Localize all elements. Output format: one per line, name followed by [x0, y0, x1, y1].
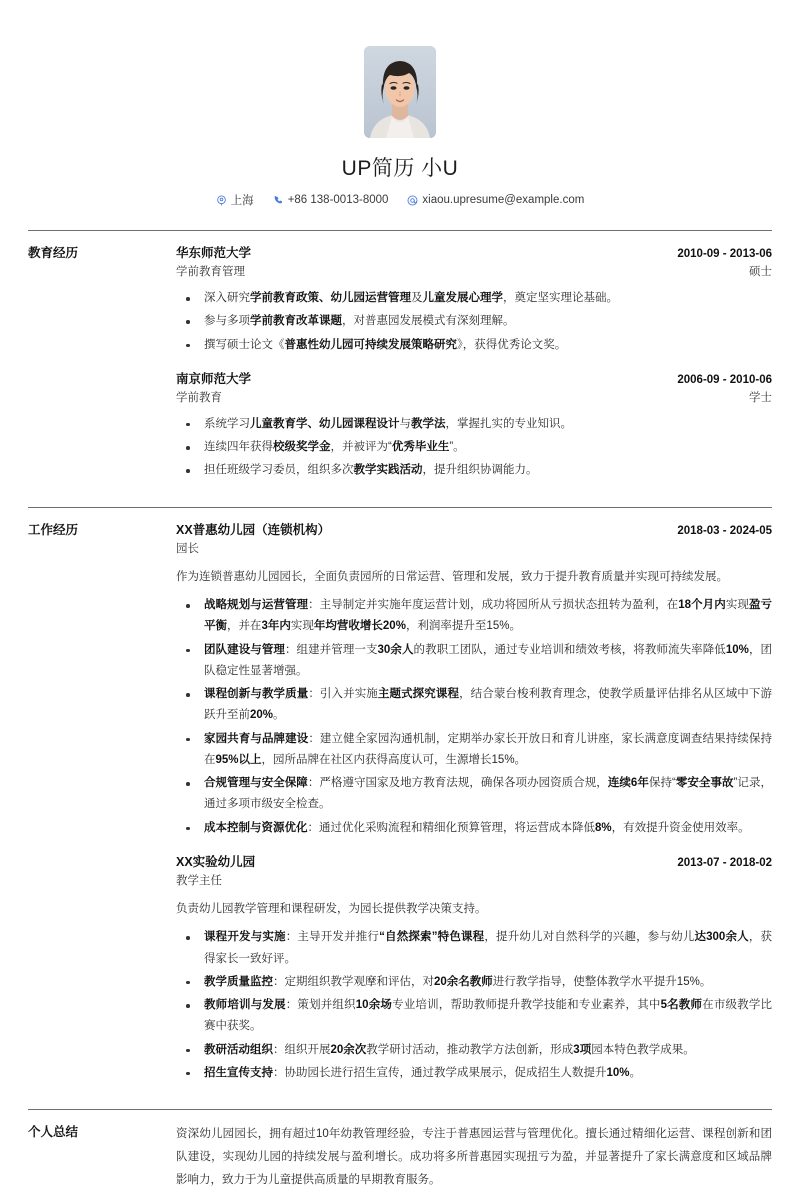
degree-label: 硕士: [749, 265, 772, 278]
section-body: [176, 244, 772, 490]
bullet-emphasis: 连续6年: [607, 777, 649, 790]
list-item: 合规管理与安全保障：严格遵守国家及地方教育法规，确保各项办园资质合规，连续6年保持“零安全事故”记录，通过多项市级安全检查。: [176, 773, 772, 816]
entry-role-row: [176, 390, 772, 407]
bullet-emphasis: 合规管理与安全保障: [204, 777, 308, 790]
bullet-emphasis: 校级奖学金: [273, 441, 331, 454]
contact-email: [407, 194, 584, 206]
list-item: 担任班级学习委员，组织多次教学实践活动，提升组织协调能力。: [176, 460, 772, 481]
bullet-emphasis: 20%: [250, 709, 274, 722]
achievement-list: [176, 927, 772, 1084]
portrait-photo: [364, 46, 436, 138]
resume-sections: [28, 230, 772, 1198]
entry-role-row: [176, 541, 772, 558]
contact-location-text: 上海: [230, 195, 254, 207]
bullet-emphasis: 20余名教师: [434, 975, 493, 988]
bullet-emphasis: 儿童发展心理学: [422, 292, 503, 305]
bullet-emphasis: 学前教育政策、幼儿园运营管理: [250, 292, 411, 305]
list-item: 家园共育与品牌建设：建立健全家园沟通机制，定期举办家长开放日和育儿讲座，家长满意度调查结果持续保持在95%以上，园所品牌在社区内获得高度认可，生源增长15%。: [176, 729, 772, 772]
bullet-emphasis: 普惠性幼儿园可持续发展策略研究: [284, 338, 457, 351]
section-label: 个人总结: [28, 1125, 79, 1140]
list-item: 团队建设与管理：组建并管理一支30余人的教职工团队，通过专业培训和绩效考核，将教师流失率降低10%，团队稳定性显著增强。: [176, 640, 772, 683]
degree-label: 学士: [749, 391, 772, 404]
entry-title-row: [176, 521, 772, 541]
bullet-emphasis: 零安全事故: [675, 777, 734, 790]
entry-date-range: 2018-03 - 2024-05: [677, 524, 772, 537]
email-icon: [407, 195, 418, 206]
phone-icon: [273, 195, 284, 206]
contact-email-text: xiaou.upresume@example.com: [422, 194, 585, 206]
entry-role-row: [176, 264, 772, 281]
entry-title-row: [176, 853, 772, 873]
organization-name: 南京师范大学: [176, 371, 252, 386]
bullet-emphasis: 95%以上: [215, 753, 262, 766]
entry-date-range: 2006-09 - 2010-06: [677, 373, 772, 386]
list-item: 教学质量监控：定期组织教学观摩和评估，对20余名教师进行教学指导，使整体教学水平提升15%。: [176, 972, 772, 993]
resume-section: [28, 1109, 772, 1198]
experience-entry: [176, 853, 772, 1084]
experience-entry: [176, 370, 772, 482]
contact-phone: [273, 194, 389, 206]
entry-date-range: 2010-09 - 2013-06: [677, 248, 772, 260]
bullet-emphasis: 教师培训与发展: [204, 999, 286, 1012]
resume-header: [28, 0, 772, 208]
organization-name: 华东师范大学: [176, 246, 252, 260]
list-item: 撰写硕士论文《普惠性幼儿园可持续发展策略研究》，获得优秀论文奖。: [176, 335, 772, 356]
list-item: 教研活动组织：组织开展20余次教学研讨活动，推动教学方法创新，形成3项园本特色教学成果。: [176, 1040, 772, 1061]
bullet-emphasis: 3年内: [261, 620, 291, 633]
bullet-emphasis: 家园共育与品牌建设: [204, 732, 309, 745]
bullet-emphasis: 10%: [725, 643, 749, 656]
bullet-emphasis: 教学质量监控: [204, 975, 273, 988]
bullet-emphasis: 8%: [595, 821, 612, 834]
bullet-emphasis: 教学法: [411, 417, 446, 430]
section-body: [176, 521, 772, 1092]
bullet-emphasis: 团队建设与管理: [204, 643, 285, 656]
bullet-emphasis: 教学实践活动: [353, 464, 423, 477]
list-item: 参与多项学前教育改革课题，对普惠园发展模式有深刻理解。: [176, 311, 772, 332]
list-item: 教师培训与发展：策划并组织10余场专业培训，帮助教师提升教学技能和专业素养，其中5名教师在市级教学比赛中获奖。: [176, 995, 772, 1038]
job-role: 学前教育管理: [176, 265, 245, 278]
location-pin-icon: [216, 195, 227, 206]
contact-location: [216, 192, 254, 208]
section-body: [176, 1123, 772, 1198]
bullet-emphasis: 20余次: [330, 1043, 367, 1056]
achievement-list: [176, 414, 772, 482]
section-label: 工作经历: [28, 522, 79, 537]
contact-line: [28, 192, 772, 208]
job-role: 学前教育: [176, 391, 222, 404]
list-item: 课程创新与教学质量：引入并实施主题式探究课程，结合蒙台梭利教育理念，使教学质量评估排名从区域中下游跃升至前20%。: [176, 684, 772, 727]
section-label: 教育经历: [28, 246, 79, 260]
list-item: 招生宣传支持：协助园长进行招生宣传，通过教学成果展示，促成招生人数提升10%。: [176, 1063, 772, 1084]
bullet-emphasis: 学前教育改革课题: [250, 315, 342, 328]
bullet-emphasis: 18个月内: [678, 599, 726, 612]
achievement-list: [176, 288, 772, 356]
bullet-emphasis: 5名教师: [660, 999, 703, 1012]
bullet-emphasis: 盈亏平衡: [204, 599, 773, 633]
bullet-emphasis: “自然探索”特色课程: [379, 931, 485, 944]
entry-role-row: [176, 873, 772, 890]
bullet-emphasis: 课程开发与实施: [204, 931, 286, 944]
list-item: 成本控制与资源优化：通过优化采购流程和精细化预算管理，将运营成本降低8%，有效提升资金使用效率。: [176, 818, 772, 839]
bullet-emphasis: 10余场: [355, 999, 393, 1012]
resume-section: [28, 507, 772, 1092]
bullet-emphasis: 10%: [606, 1066, 630, 1079]
entry-summary: 作为连锁普惠幼儿园园长，全面负责园所的日常运营、管理和发展，致力于提升教育质量并实现可持续发展。: [176, 570, 728, 583]
organization-name: XX实验幼儿园: [176, 854, 256, 869]
resume-section: [28, 230, 772, 490]
page-title: UP简历 小U: [341, 157, 459, 180]
organization-name: XX普惠幼儿园（连锁机构）: [176, 522, 331, 537]
experience-entry: [176, 521, 772, 839]
entry-title-row: [176, 244, 772, 264]
bullet-emphasis: 教研活动组织: [204, 1043, 273, 1056]
bullet-emphasis: 课程创新与教学质量: [204, 688, 309, 701]
list-item: 课程开发与实施：主导开发并推行“自然探索”特色课程，提升幼儿对自然科学的兴趣，参与幼儿达300余人，获得家长一致好评。: [176, 927, 772, 970]
entry-summary: 负责幼儿园教学管理和课程研发，为园长提供教学决策支持。: [176, 903, 487, 916]
bullet-emphasis: 达300余人: [694, 931, 749, 944]
bullet-emphasis: 3项: [573, 1043, 592, 1056]
experience-entry: [176, 244, 772, 356]
list-item: 深入研究学前教育政策、幼儿园运营管理及儿童发展心理学，奠定坚实理论基础。: [176, 288, 772, 309]
bullet-emphasis: 年均营收增长20%: [313, 620, 406, 633]
list-item: 连续四年获得校级奖学金，并被评为“优秀毕业生”。: [176, 437, 772, 458]
achievement-list: [176, 595, 772, 839]
contact-phone-text: +86 138-0013-8000: [287, 194, 389, 206]
list-item: 战略规划与运营管理：主导制定并实施年度运营计划，成功将园所从亏损状态扭转为盈利，在18个月内实现盈亏平衡，并在3年内实现年均营收增长20%，利润率提升至15%。: [176, 595, 772, 638]
bullet-emphasis: 优秀毕业生: [391, 441, 450, 454]
bullet-emphasis: 战略规划与运营管理: [204, 599, 309, 612]
list-item: 系统学习儿童教育学、幼儿园课程设计与教学法，掌握扎实的专业知识。: [176, 414, 772, 435]
bullet-emphasis: 招生宣传支持: [204, 1066, 273, 1079]
bullet-emphasis: 主题式探究课程: [377, 688, 460, 701]
job-role: 教学主任: [176, 874, 222, 887]
summary-paragraph: 资深幼儿园园长，拥有超过10年幼教管理经验，专注于普惠园运营与管理优化。擅长通过精细化运营、课程创新和团队建设，实现幼儿园的持续发展与盈利增长。成功将多所普惠园实现扭亏为盈，并显著提升了家长满意度和区域品牌影响力，致力于为儿童提供高质量的早期教育服务。: [176, 1128, 772, 1187]
entry-date-range: 2013-07 - 2018-02: [677, 856, 772, 869]
bullet-emphasis: 成本控制与资源优化: [204, 821, 308, 834]
bullet-emphasis: 30余人: [377, 643, 414, 656]
entry-title-row: [176, 370, 772, 390]
job-role: 园长: [176, 542, 199, 555]
bullet-emphasis: 儿童教育学、幼儿园课程设计: [250, 417, 400, 430]
